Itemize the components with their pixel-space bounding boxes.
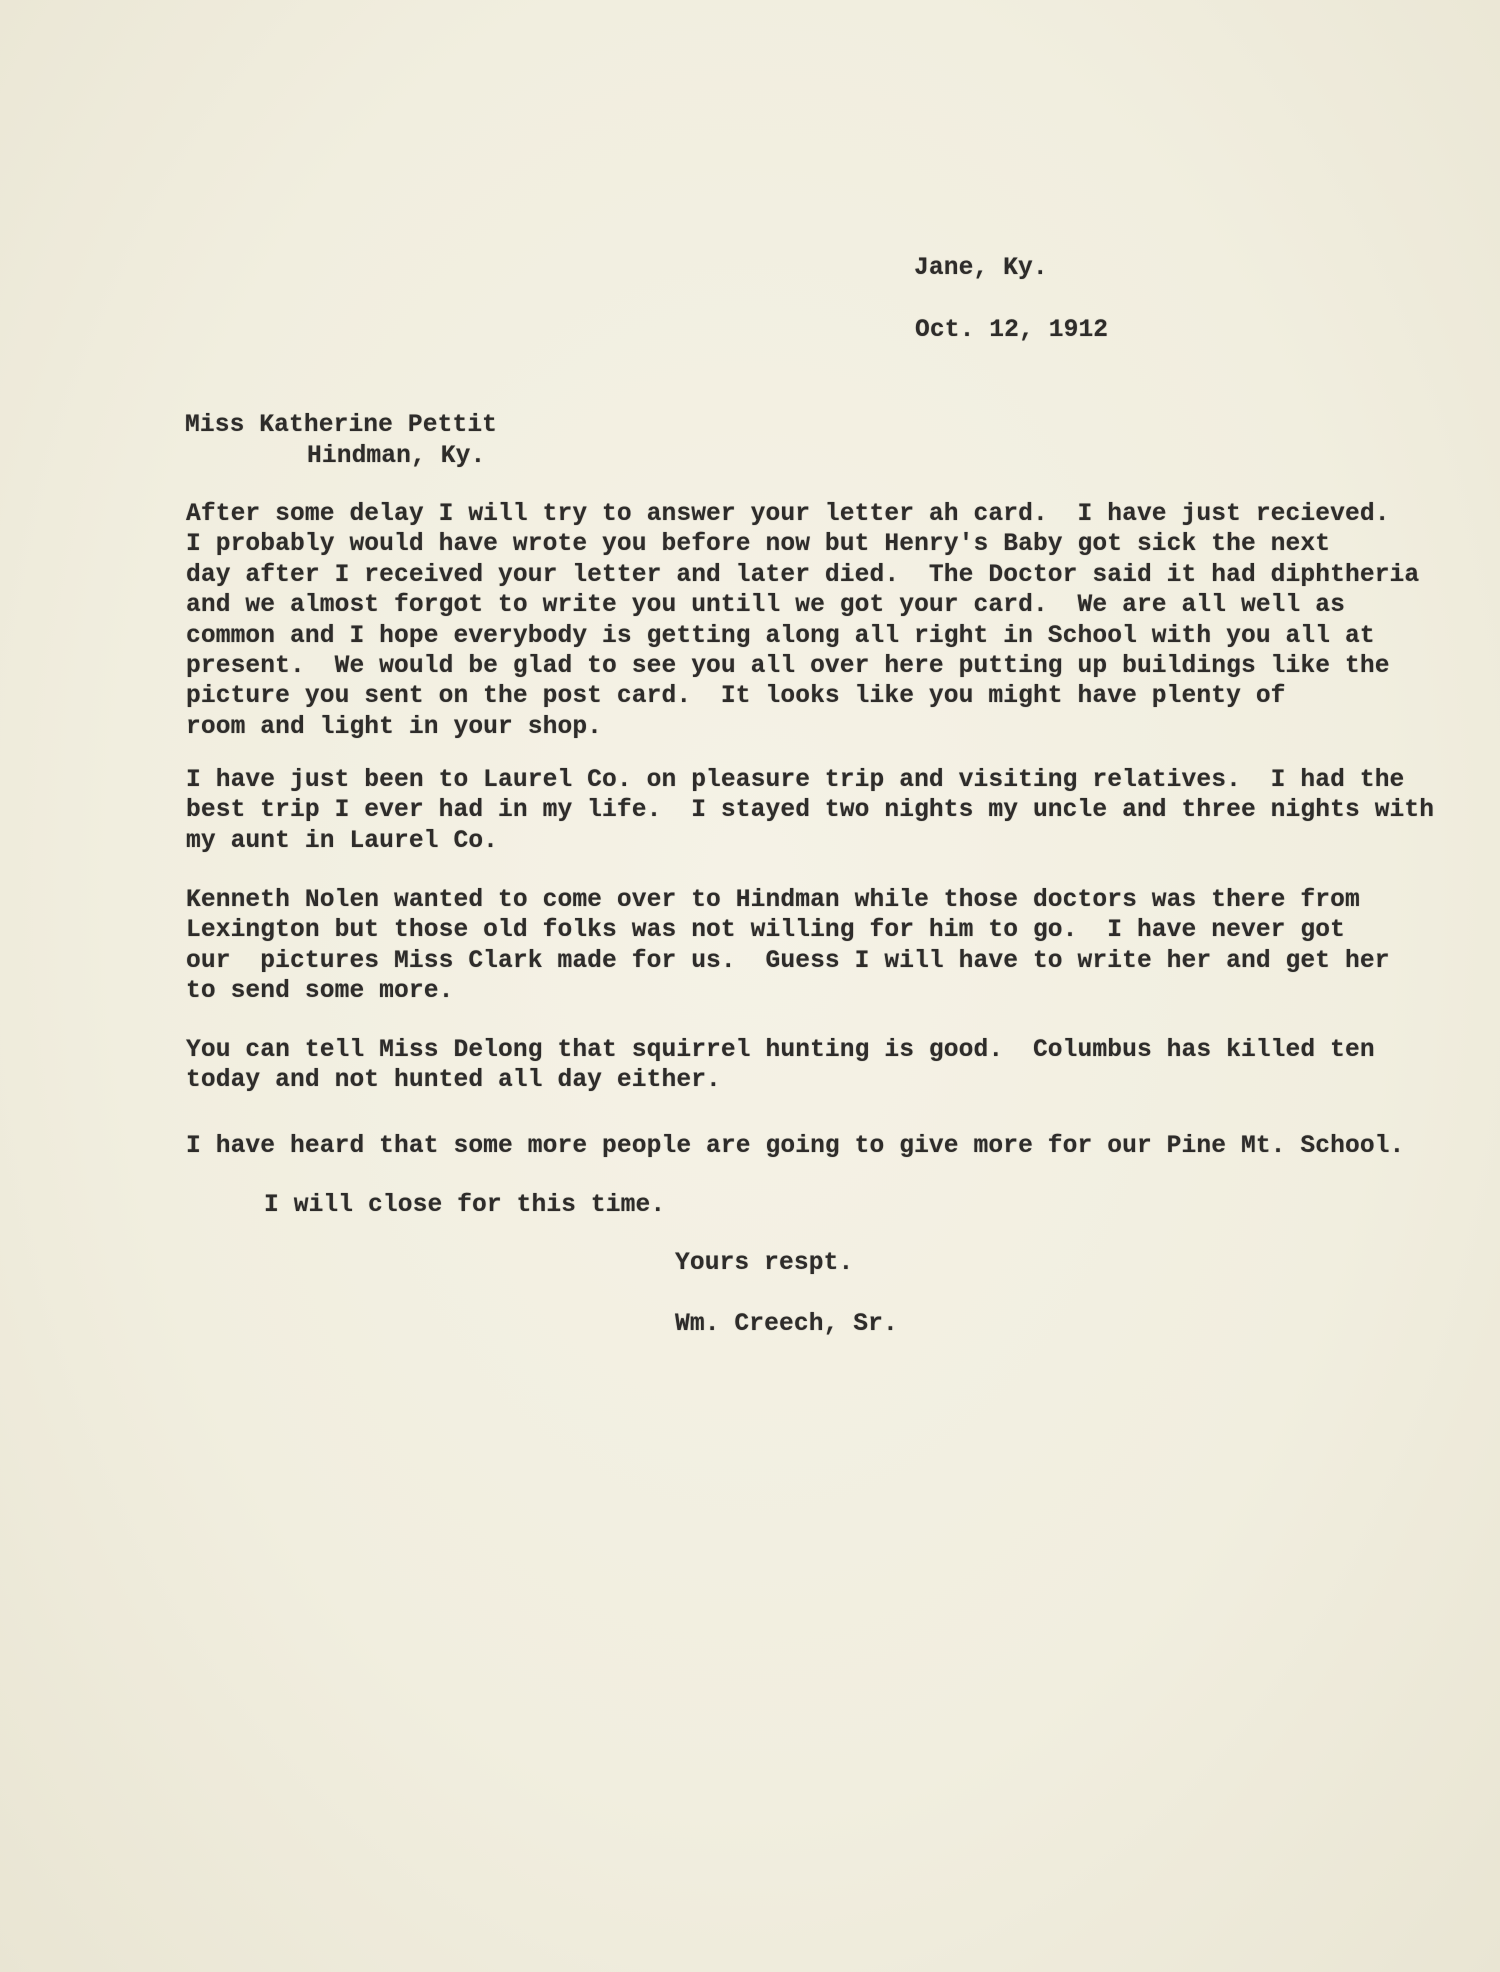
text-line: today and not hunted all day either. xyxy=(186,1067,721,1095)
signature: Wm. Creech, Sr. xyxy=(675,1311,898,1338)
text-line: best trip I ever had in my life. I stayed two nights my uncle and three nights with xyxy=(186,797,1435,825)
recipient-name: Miss Katherine Pettit xyxy=(185,412,498,439)
text-line: I have just been to Laurel Co. on pleasure trip and visiting relatives. I had the xyxy=(186,767,1405,794)
letter-date: Oct. 12, 1912 xyxy=(915,317,1109,344)
letter-place: Jane, Ky. xyxy=(914,255,1048,282)
text-line: room and light in your shop. xyxy=(186,713,603,741)
paragraph-2 xyxy=(186,766,1434,857)
text-line: Lexington but those old folks was not willing for him to go. I have never got xyxy=(186,917,1345,945)
text-line: to send some more. xyxy=(186,978,454,1006)
text-line: After some delay I will try to answer your letter ah card. I have just recieved. xyxy=(186,501,1390,528)
text-line: common and I hope everybody is getting along all right in School with you all at xyxy=(186,622,1375,650)
text-line: our pictures Miss Clark made for us. Guess I will have to write her and get her xyxy=(186,947,1390,975)
text-line: Kenneth Nolen wanted to come over to Hindman while those doctors was there from xyxy=(186,887,1360,914)
text-line: I probably would have wrote you before now but Henry's Baby got sick the next xyxy=(186,531,1331,559)
text-line: day after I received your letter and later died. The Doctor said it had diphtheria xyxy=(186,561,1420,589)
text-line: my aunt in Laurel Co. xyxy=(186,827,499,855)
text-line: picture you sent on the post card. It looks like you might have plenty of xyxy=(186,683,1286,711)
text-line: and we almost forgot to write you untill we got your card. We are all well as xyxy=(186,592,1345,620)
text-line: You can tell Miss Delong that squirrel hunting is good. Columbus has killed ten xyxy=(186,1037,1375,1064)
closing-line: I will close for this time. xyxy=(264,1192,666,1219)
paragraph-4 xyxy=(186,1036,1375,1097)
valediction: Yours respt. xyxy=(675,1250,854,1277)
text-line: present. We would be glad to see you all over here putting up buildings like the xyxy=(186,652,1390,680)
paragraph-1 xyxy=(186,500,1419,743)
paragraph-3 xyxy=(186,886,1390,1008)
paragraph-5 xyxy=(186,1132,1404,1162)
text-line: I have heard that some more people are going to give more for our Pine Mt. School. xyxy=(186,1133,1405,1160)
recipient-address: Hindman, Ky. xyxy=(307,443,486,470)
